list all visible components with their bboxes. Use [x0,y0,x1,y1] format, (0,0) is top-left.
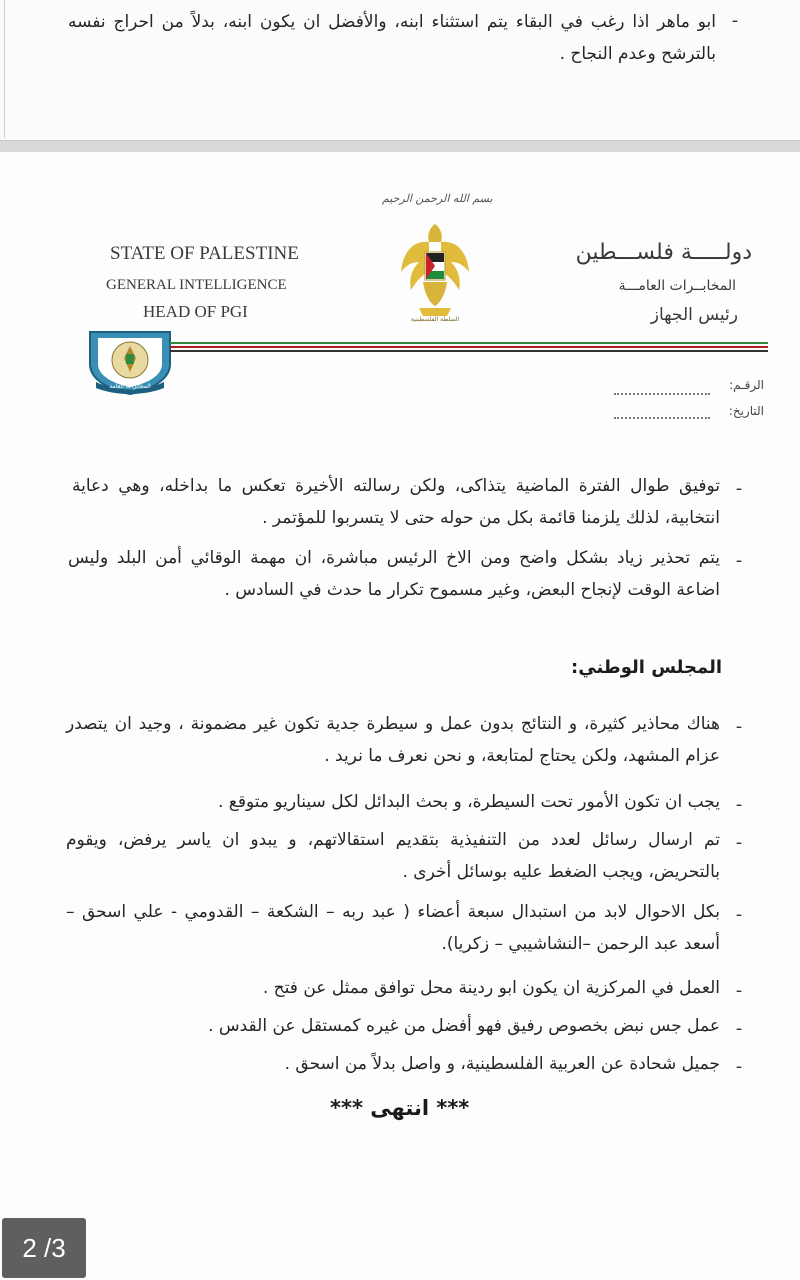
bullet-marker: - [735,832,743,853]
header-ar-title: رئيس الجهاز [650,305,738,325]
number-label: الرقـم: [729,378,764,392]
header-ar-agency: المخابــرات العامـــة [618,278,736,294]
bismillah-text: بسم الله الرحمن الرحيم [382,192,493,205]
bullet-marker: - [731,10,739,31]
header-rule-red [170,346,768,348]
council-paragraph-4: بكل الاحوال لابد من استبدال سبعة أعضاء ( عبد ربه – الشكعة – القدومي - علي اسحق – أسعد عبد الرحمن –النشاشيبي – زكريا). [66,902,720,954]
council-paragraph-7: جميل شحادة عن العربية الفلسطينية، و واصل بدلاً من اسحق . [284,1054,720,1074]
bullet-marker: - [735,716,743,737]
palestine-eagle-emblem-icon [395,216,475,328]
date-dotted-line [614,416,710,419]
council-paragraph-5: العمل في المركزية ان يكون ابو ردينة محل توافق ممثل عن فتح . [262,978,720,998]
paragraph-text: ابو ماهر اذا رغب في البقاء يتم استثناء ابنه، والأفضل ان يكون ابنه، بدلاً من احراج نفسه بالترشح وعدم النجاح . [68,12,716,64]
intelligence-seal-icon [86,324,174,396]
bullet-marker: - [735,550,743,571]
number-dotted-line [614,392,710,395]
bullet-marker: - [735,1056,743,1077]
header-rule-green [170,342,768,344]
emblem-banner-text: السلطة الفلسطينية [410,316,460,323]
previous-page-fragment [0,0,800,140]
document-page [0,152,800,1280]
section-title-national-council: المجلس الوطني: [571,657,722,678]
header-en-state: STATE OF PALESTINE [110,243,299,264]
bullet-marker: - [735,794,743,815]
bullet-marker: - [735,904,743,925]
page-border-line [4,0,5,138]
header-en-agency: GENERAL INTELLIGENCE [106,277,287,293]
page-counter-badge: 2 /3 [2,1218,86,1278]
bullet-marker: - [735,1018,743,1039]
council-paragraph-3: تم ارسال رسائل لعدد من التنفيذية بتقديم استقالاتهم، و يبدو ان ياسر يرفض، ويقوم بالتحريض، ويجب الضغط عليه بوسائل أخرى . [66,830,720,882]
end-marker: *** انتهى *** [330,1096,470,1120]
council-paragraph-2: يجب ان تكون الأمور تحت السيطرة، و بحث البدائل لكل سيناريو متوقع . [217,792,720,812]
bullet-marker: - [735,980,743,1001]
council-paragraph-6: عمل جس نبض بخصوص رفيق فهو أفضل من غيره كمستقل عن القدس . [208,1016,720,1036]
bullet-marker: - [735,478,743,499]
header-ar-state: دولـــــة فلســـطين [575,240,752,265]
date-label: التاريخ: [728,404,764,418]
council-paragraph-1: هناك محاذير كثيرة، و النتائج بدون عمل و سيطرة جدية تكون غير مضمونة ، وجيد ان يتصدر عزام المشهد، ولكن يحتاج لمتابعة، و نحن نعرف ما نريد . [66,714,720,766]
intro-paragraph-1: توفيق طوال الفترة الماضية يتذاكى، ولكن رسالته الأخيرة تعكس ما بداخله، وهي دعاية انتخابية، لذلك يلزمنا قائمة بكل من حوله حتى لا يتسربوا للمؤتمر . [72,476,720,528]
header-rule-dark [170,350,768,352]
header-en-title: HEAD OF PGI [143,302,248,321]
seal-banner-text: المخابرات العامة [109,383,151,390]
intro-paragraph-2: يتم تحذير زياد بشكل واضح ومن الاخ الرئيس مباشرة، ان مهمة الوقائي أمن البلد وليس اضاعة الوقت لإنجاح البعض، وغير مسموح تكرار ما حدث في السادس . [68,548,720,600]
